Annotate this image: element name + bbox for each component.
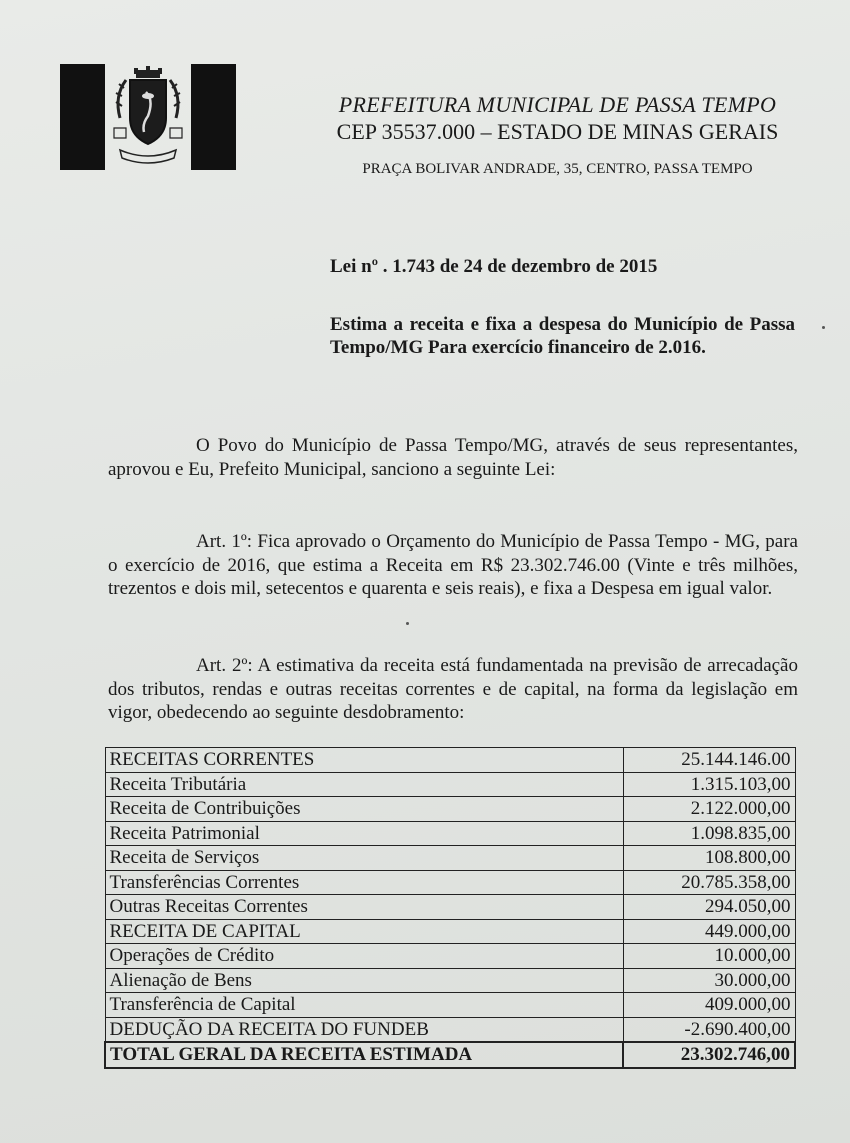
- revenue-label: Receita Patrimonial: [105, 821, 623, 846]
- revenue-value: 25.144.146.00: [623, 748, 795, 773]
- revenue-label: Receita de Serviços: [105, 846, 623, 871]
- table-row: [105, 797, 795, 822]
- revenue-label: Outras Receitas Correntes: [105, 895, 623, 920]
- total-label: TOTAL GERAL DA RECEITA ESTIMADA: [105, 1042, 623, 1068]
- table-row: [105, 919, 795, 944]
- table-row: [105, 821, 795, 846]
- intro-paragraph: [108, 434, 798, 481]
- revenue-label: Operações de Crédito: [105, 944, 623, 969]
- revenue-label: Alienação de Bens: [105, 968, 623, 993]
- flag-bar-right: [191, 64, 236, 170]
- revenue-value: 1.098.835,00: [623, 821, 795, 846]
- flag-bar-left: [60, 64, 105, 170]
- revenue-value: -2.690.400,00: [623, 1017, 795, 1042]
- revenue-label: Transferência de Capital: [105, 993, 623, 1018]
- municipal-crest: [60, 64, 236, 172]
- article-1-paragraph: [108, 530, 798, 601]
- revenue-value: 20.785.358,00: [623, 870, 795, 895]
- law-summary: Estima a receita e fixa a despesa do Município de Passa Tempo/MG Para exercício financeiro de 2.016.: [330, 314, 795, 358]
- coat-of-arms-icon: [110, 66, 186, 170]
- address-line: PRAÇA BOLIVAR ANDRADE, 35, CENTRO, PASSA TEMPO: [362, 161, 753, 177]
- table-row: [105, 846, 795, 871]
- revenue-label: RECEITA DE CAPITAL: [105, 919, 623, 944]
- revenue-value: 30.000,00: [623, 968, 795, 993]
- revenue-value: 10.000,00: [623, 944, 795, 969]
- paper-speck: [406, 622, 409, 625]
- article-2-text: Art. 2º: A estimativa da receita está fundamentada na previsão de arrecadação dos tributos, rendas e outras receitas correntes e de capital, na forma da legislação em vigor, obedecendo ao seguinte desdobramento:: [108, 655, 798, 723]
- table-row: [105, 968, 795, 993]
- table-row: [105, 870, 795, 895]
- table-row: [105, 993, 795, 1018]
- total-row: [105, 1042, 795, 1068]
- revenue-value: 2.122.000,00: [623, 797, 795, 822]
- revenue-label: Receita Tributária: [105, 772, 623, 797]
- table-row: [105, 895, 795, 920]
- revenue-value: 1.315.103,00: [623, 772, 795, 797]
- paper-speck: [822, 326, 825, 329]
- revenue-value: 108.800,00: [623, 846, 795, 871]
- revenue-label: Transferências Correntes: [105, 870, 623, 895]
- revenue-value: 449.000,00: [623, 919, 795, 944]
- table-row: [105, 748, 795, 773]
- table-row: [105, 772, 795, 797]
- revenue-value: 294.050,00: [623, 895, 795, 920]
- table-row: [105, 1017, 795, 1042]
- municipality-title: PREFEITURA MUNICIPAL DE PASSA TEMPO: [338, 92, 777, 117]
- revenue-label: DEDUÇÃO DA RECEITA DO FUNDEB: [105, 1017, 623, 1042]
- revenue-value: 409.000,00: [623, 993, 795, 1018]
- total-value: 23.302.746,00: [623, 1042, 795, 1068]
- article-1-text: Art. 1º: Fica aprovado o Orçamento do Município de Passa Tempo - MG, para o exercício de 2016, que estima a Receita em R$ 23.302.746.00 (Vinte e três milhões, trezentos e dois mil, setecentos e quarenta e seis reais), e fixa a Despesa em igual valor.: [108, 531, 798, 599]
- cep-state-line: CEP 35537.000 – ESTADO DE MINAS GERAIS: [336, 119, 779, 144]
- revenue-label: RECEITAS CORRENTES: [105, 748, 623, 773]
- revenue-label: Receita de Contribuições: [105, 797, 623, 822]
- article-2-paragraph: [108, 654, 798, 725]
- revenue-table: [104, 747, 796, 1069]
- table-row: [105, 944, 795, 969]
- intro-text: O Povo do Município de Passa Tempo/MG, através de seus representantes, aprovou e Eu, Prefeito Municipal, sanciono a seguinte Lei:: [108, 435, 798, 480]
- law-number: Lei nº . 1.743 de 24 de dezembro de 2015: [330, 256, 658, 277]
